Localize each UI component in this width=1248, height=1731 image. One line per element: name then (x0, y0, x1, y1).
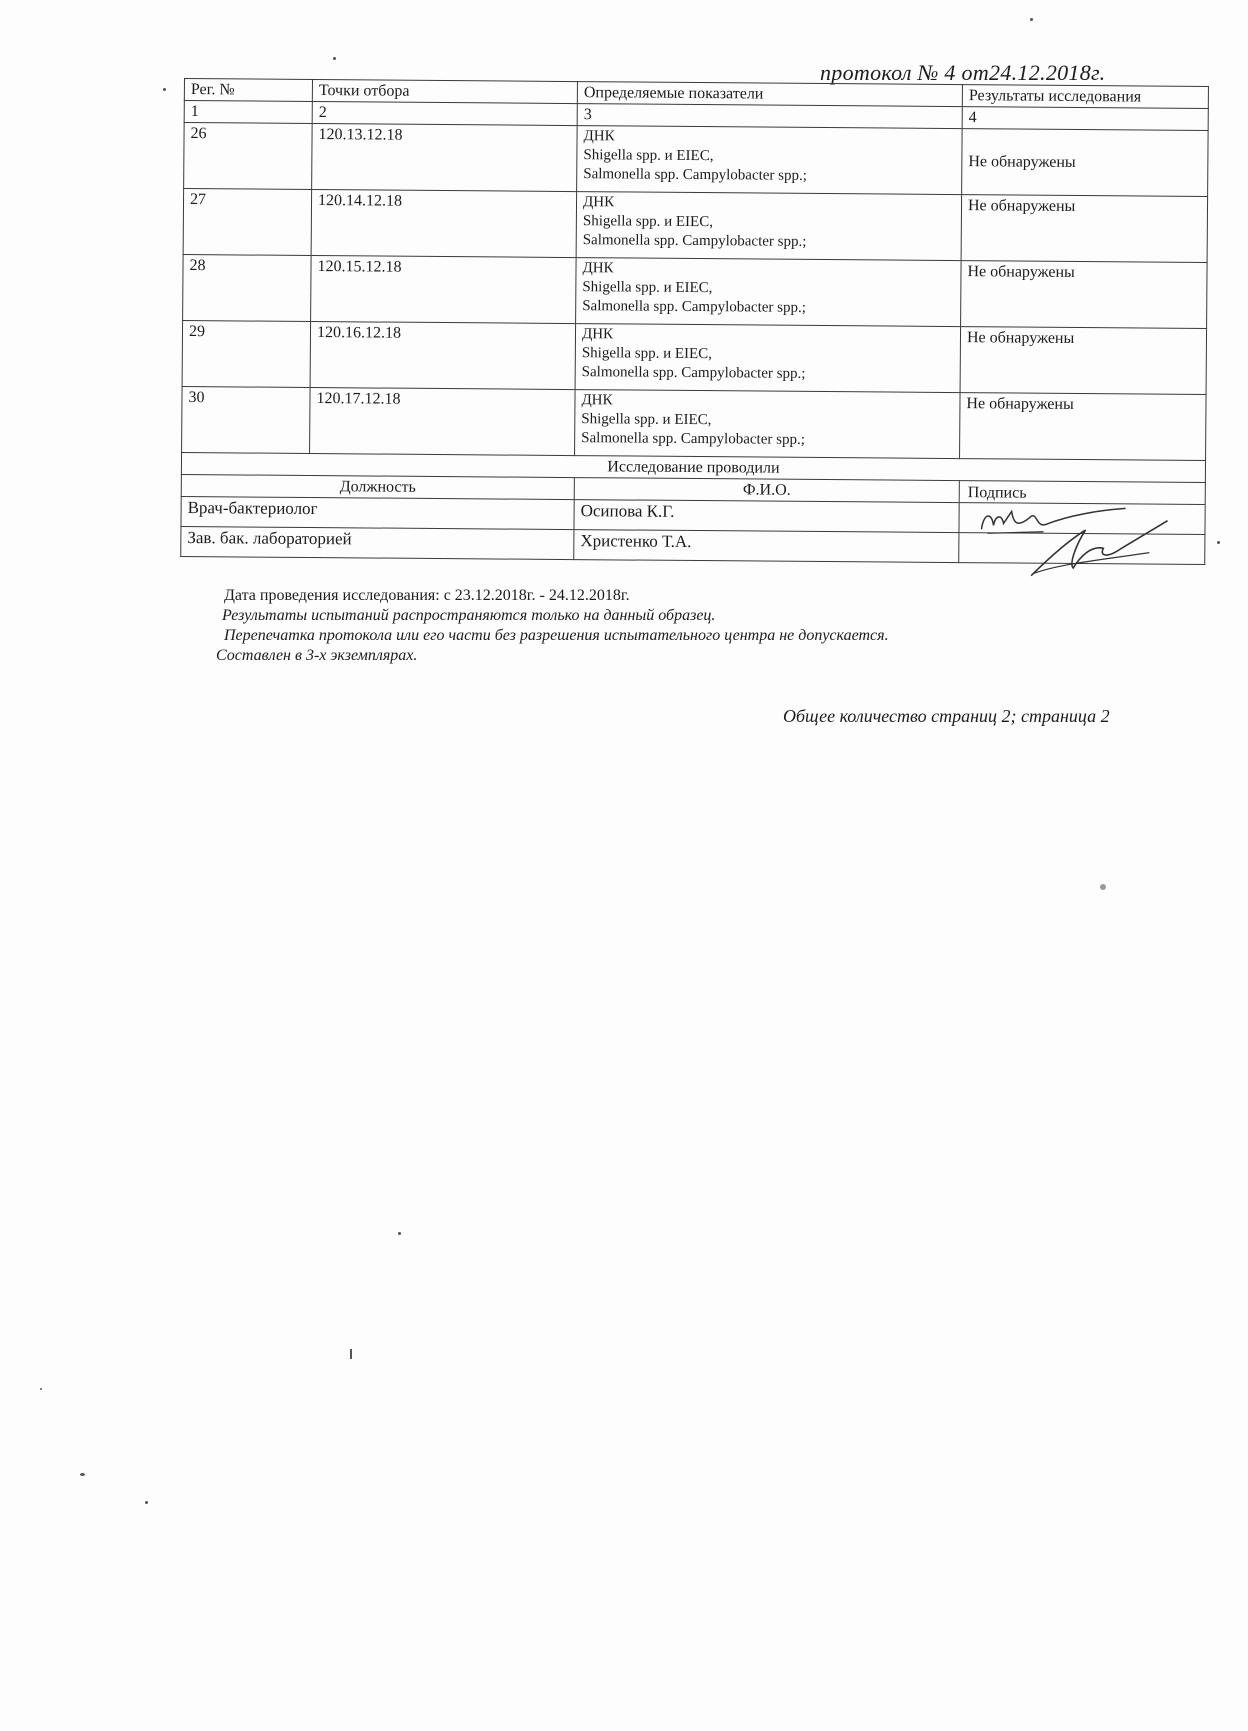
sampling-point: 120.16.12.18 (310, 322, 576, 390)
reg-number: 26 (184, 123, 313, 190)
full-name: Осипова К.Г. (574, 500, 959, 533)
position: Врач-бактериолог (181, 496, 574, 529)
position: Зав. бак. лабораторией (181, 526, 574, 559)
indicator-line: ДНК (581, 326, 614, 343)
reg-number: 28 (183, 254, 312, 321)
table-row (182, 320, 1206, 394)
header-sampling-points: Точки отбора (312, 80, 577, 104)
result: Не обнаружены (962, 129, 1209, 197)
table-row (183, 254, 1207, 328)
indicator-line: ДНК (582, 194, 615, 211)
indicators-cell (577, 126, 963, 195)
indicator-line: Salmonella spp. Campylobacter spp.; (582, 298, 806, 316)
indicator-line: ДНК (583, 128, 615, 145)
sampling-point: 120.15.12.18 (311, 256, 577, 324)
note-copies: Составлен в 3-х экземплярах. (216, 647, 418, 664)
indicators-cell (576, 258, 962, 327)
protocol-title: протокол № 4 от24.12.2018г. (820, 60, 1106, 85)
table-row (182, 386, 1206, 460)
indicator-line: Salmonella spp. Campylobacter spp.; (582, 232, 807, 250)
indicator-line: Shigella spp. и EIEC, (581, 411, 712, 429)
scan-speck (145, 1501, 148, 1504)
note-results-scope: Результаты испытаний распространяются только на данный образец. (222, 607, 716, 624)
header-position: Должность (181, 474, 574, 499)
header-reg: Рег. № (184, 79, 312, 102)
sampling-point: 120.14.12.18 (311, 190, 577, 258)
scan-speck (1030, 18, 1033, 21)
scan-speck (1100, 884, 1106, 890)
table-row (184, 123, 1208, 197)
scan-speck (40, 1388, 42, 1390)
indicator-line: Shigella spp. и EIEC, (581, 345, 713, 363)
note-reprint: Перепечатка протокола или его части без разрешения испытательного центра не допускается. (224, 627, 889, 644)
indicator-line: Shigella spp. и EIEC, (583, 147, 714, 165)
footer-notes (218, 586, 889, 666)
full-name: Христенко Т.А. (574, 530, 959, 563)
indicator-line: Shigella spp. и EIEC, (582, 213, 714, 231)
research-date: Дата проведения исследования: с 23.12.2018г. - 24.12.2018г. (224, 587, 630, 604)
scan-speck (398, 1232, 401, 1235)
header-fio: Ф.И.О. (574, 478, 959, 503)
scan-speck (1217, 541, 1220, 544)
column-number: 3 (577, 104, 962, 129)
header-signature: Подпись (967, 484, 1027, 502)
indicator-line: Salmonella spp. Campylobacter spp.; (581, 364, 806, 382)
signature-icon (1029, 518, 1169, 579)
reg-number: 27 (183, 189, 312, 256)
result: Не обнаружены (961, 261, 1208, 329)
column-number: 1 (184, 101, 312, 124)
scan-speck (333, 57, 336, 60)
header-results: Результаты исследования (962, 85, 1208, 109)
signature-row (181, 526, 1205, 564)
result: Не обнаружены (961, 195, 1208, 263)
result: Не обнаружены (960, 393, 1207, 461)
results-table (180, 78, 1209, 565)
indicator-line: ДНК (582, 260, 614, 277)
scan-speck (163, 88, 166, 91)
table-row (183, 189, 1207, 263)
reg-number: 29 (182, 320, 311, 387)
sampling-point: 120.13.12.18 (312, 124, 578, 192)
scan-speck (350, 1349, 352, 1359)
sampling-point: 120.17.12.18 (310, 387, 576, 455)
header-indicators: Определяемые показатели (577, 82, 962, 107)
conducted-by-title: Исследование проводили (181, 452, 1205, 482)
indicator-line: ДНК (581, 392, 613, 409)
indicator-line: Salmonella spp. Campylobacter spp.; (581, 430, 805, 448)
reg-number: 30 (182, 386, 311, 453)
indicator-line: Shigella spp. и EIEC, (582, 279, 713, 297)
column-number: 4 (962, 107, 1208, 131)
result: Не обнаружены (960, 327, 1207, 395)
indicators-cell (575, 324, 961, 393)
page-count: Общее количество страниц 2; страница 2 (783, 706, 1110, 726)
indicators-cell (575, 390, 961, 459)
indicators-cell (576, 192, 962, 261)
signature-cell (959, 533, 1205, 565)
indicator-line: Salmonella spp. Campylobacter spp.; (583, 166, 808, 184)
column-number: 2 (312, 102, 577, 126)
scan-speck (80, 1473, 85, 1476)
